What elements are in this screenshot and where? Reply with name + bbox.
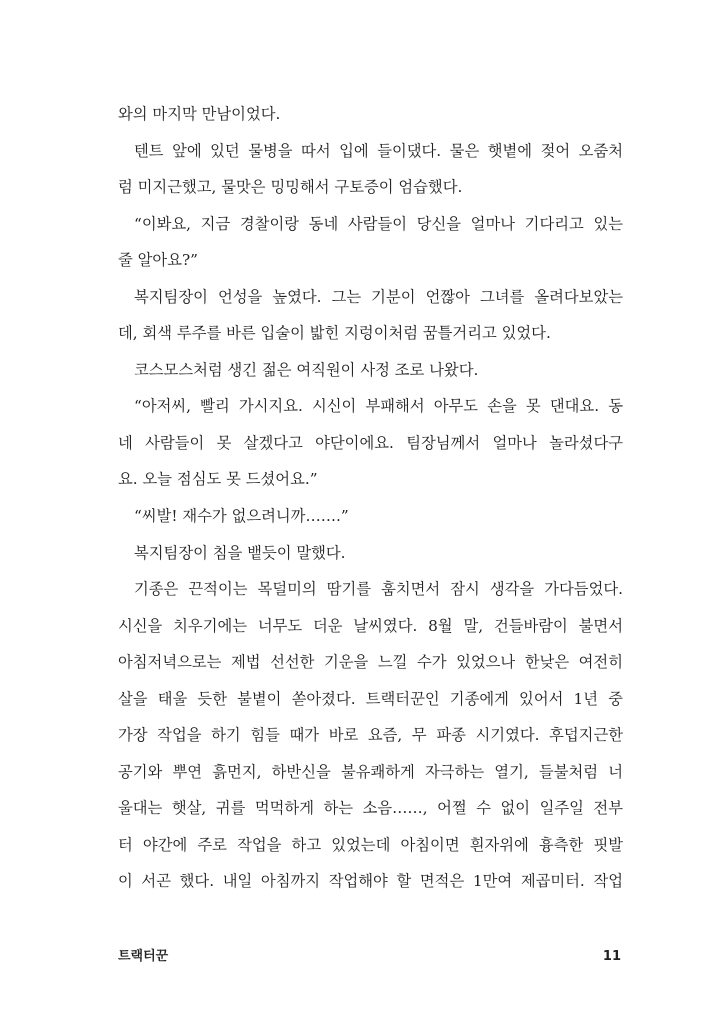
text-line: 가장 작업을 하기 힘들 때가 바로 요즘, 무 파종 시기였다. 후덥지근한: [118, 726, 623, 745]
text-line: “이봐요, 지금 경찰이랑 동네 사람들이 당신을 얼마나 기다리고 있는: [134, 214, 623, 233]
page-number: 11: [602, 949, 621, 964]
text-line: “씨발! 재수가 없으려니까…….”: [134, 507, 349, 526]
text-line: “아저씨, 빨리 가시지요. 시신이 부패해서 아무도 손을 못 댄대요. 동: [134, 397, 623, 416]
text-line: 복지팀장이 침을 뱉듯이 말했다.: [134, 543, 346, 562]
text-line: 복지팀장이 언성을 높였다. 그는 기분이 언짢아 그녀를 올려다보았는: [134, 287, 623, 306]
text-line: 시신을 치우기에는 너무도 더운 날씨였다. 8월 말, 건들바람이 불면서: [118, 616, 623, 635]
text-line: 코스모스처럼 생긴 젊은 여직원이 사정 조로 나왔다.: [134, 360, 479, 379]
text-line: 네 사람들이 못 살겠다고 야단이에요. 팀장님께서 얼마나 놀라셨다구: [118, 433, 623, 452]
text-line: 이 서곤 했다. 내일 아침까지 작업해야 할 면적은 1만여 제곱미터. 작업: [118, 872, 623, 891]
running-footer-title: 트랙터꾼: [118, 949, 169, 964]
text-line: 줄 알아요?”: [118, 251, 198, 270]
text-line: 텐트 앞에 있던 물병을 따서 입에 들이댔다. 물은 햇볕에 젖어 오줌처: [134, 141, 623, 160]
text-line: 럼 미지근했고, 물맛은 밍밍해서 구토증이 엄습했다.: [118, 178, 463, 197]
text-line: 터 야간에 주로 작업을 하고 있었는데 아침이면 흰자위에 흉측한 핏발: [118, 835, 623, 854]
text-line: 데, 회색 루주를 바른 입술이 밟힌 지렁이처럼 꿈틀거리고 있었다.: [118, 324, 551, 343]
text-line: 살을 태울 듯한 불볕이 쏟아졌다. 트랙터꾼인 기종에게 있어서 1년 중: [118, 689, 623, 708]
body-text: [118, 96, 623, 900]
text-line: 와의 마지막 만남이었다.: [118, 105, 281, 123]
text-line: 기종은 끈적이는 목덜미의 땀기를 훔치면서 잠시 생각을 가다듬었다.: [134, 580, 623, 599]
text-line: 아침저녁으로는 제법 선선한 기운을 느낄 수가 있었으나 한낮은 여전히: [118, 653, 623, 672]
text-line: 울대는 햇살, 귀를 먹먹하게 하는 소음……, 어쩔 수 없이 일주일 전부: [118, 799, 623, 818]
text-line: 요. 오늘 점심도 못 드셨어요.”: [118, 470, 318, 489]
text-line: 공기와 뿌연 흙먼지, 하반신을 불유쾌하게 자극하는 열기, 들불처럼 너: [118, 762, 623, 781]
